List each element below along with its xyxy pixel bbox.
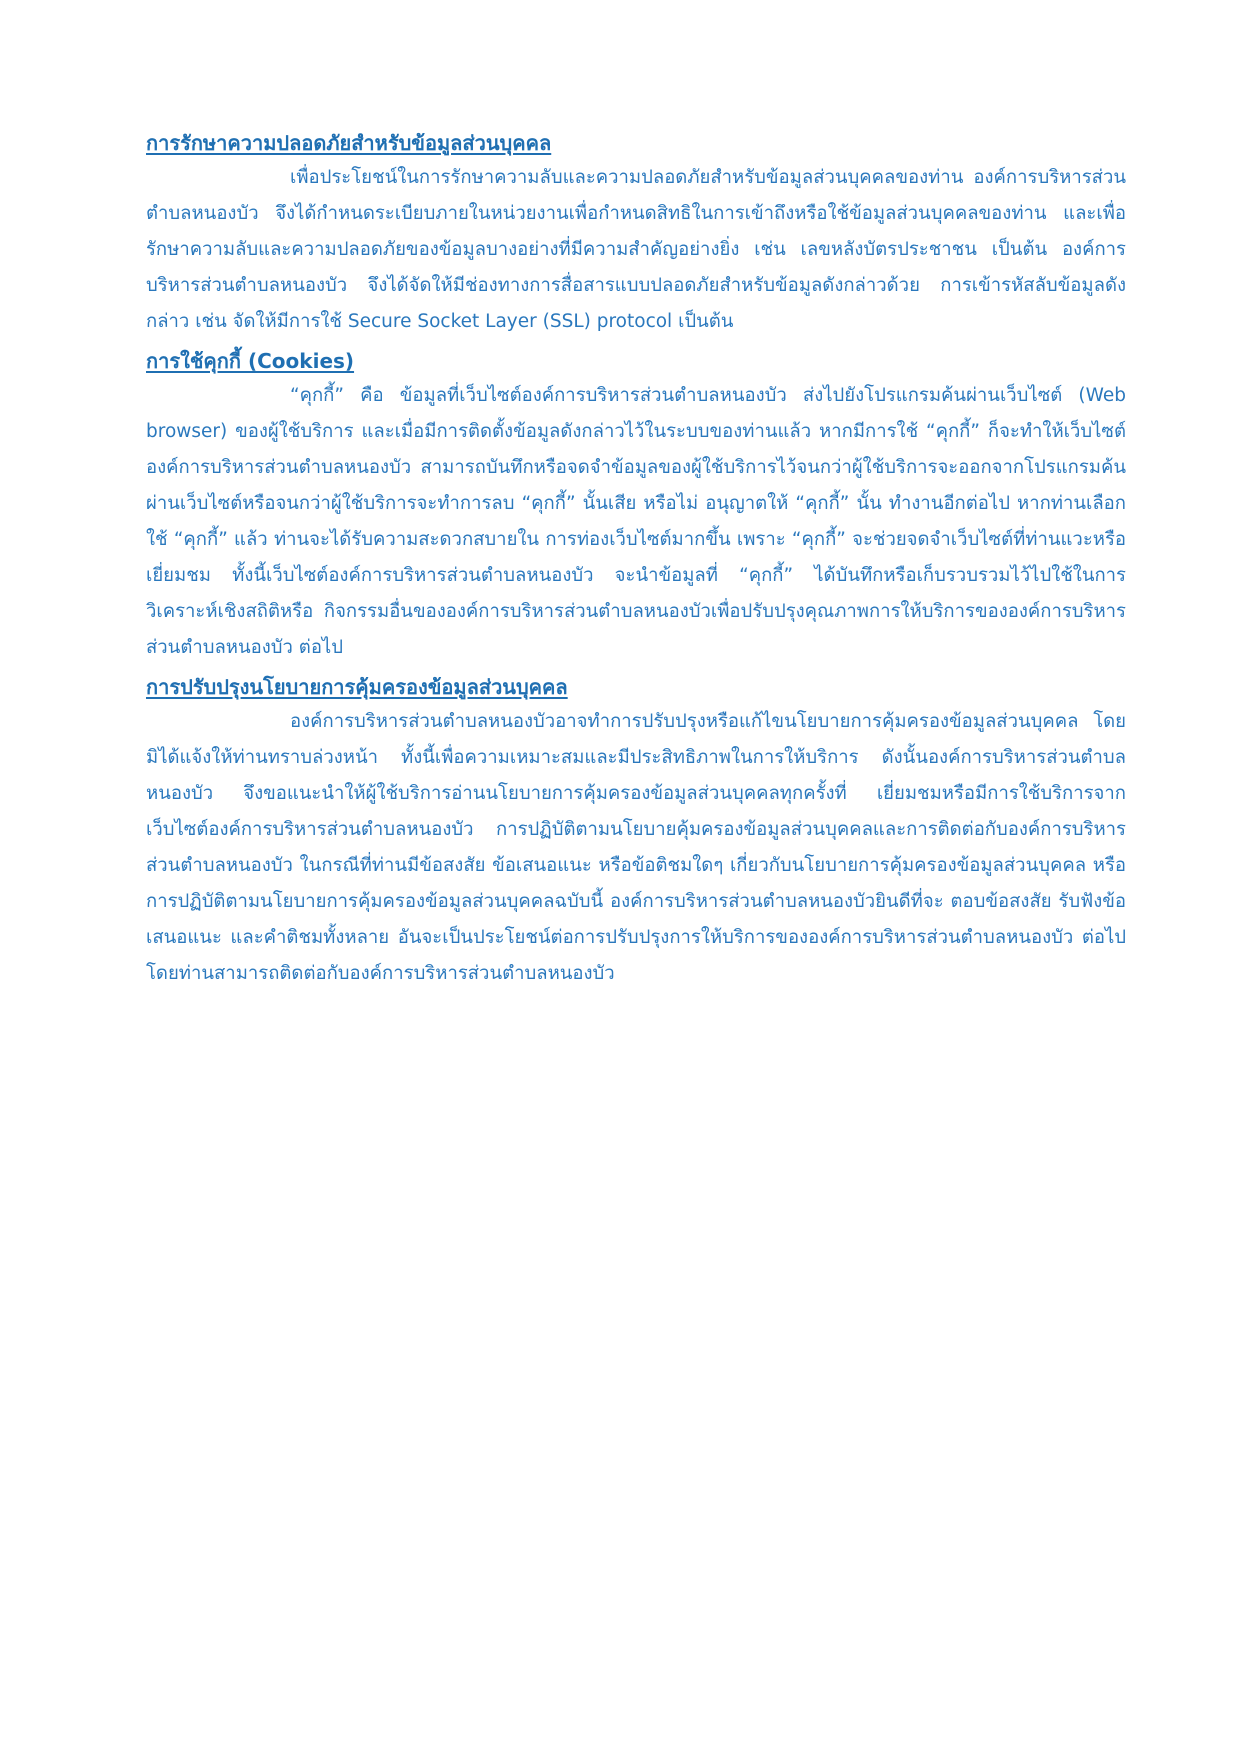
section-cookies	[146, 344, 1126, 666]
section-heading: การใช้คุกกี้ (Cookies)	[146, 349, 355, 373]
section-paragraph: องค์การบริหารส่วนตำบลหนองบัวอาจทำการปรับปรุงหรือแก้ไขนโยบายการคุ้มครองข้อมูลส่วนบุคคล โดยมิได้แจ้งให้ท่านทราบล่วงหน้า ทั้งนี้เพื่อความเหมาะสมและมีประสิทธิภาพในการให้บริการ ดังนั้นองค์การบริหารส่วนตำบลหนองบัว จึงขอแนะนำให้ผู้ใช้บริการอ่านนโยบายการคุ้มครองข้อมูลส่วนบุคคลทุกครั้งที่ เยี่ยมชมหรือมีการใช้บริการจากเว็บไซต์องค์การบริหารส่วนตำบลหนองบัว การปฏิบัติตามนโยบายคุ้มครองข้อมูลส่วนบุคคลและการติดต่อกับองค์การบริหารส่วนตำบลหนองบัว ในกรณีที่ท่านมีข้อสงสัย ข้อเสนอแนะ หรือข้อติชมใดๆ เกี่ยวกับนโยบายการคุ้มครองข้อมูลส่วนบุคคล หรือการปฏิบัติตามนโยบายการคุ้มครองข้อมูลส่วนบุคคลฉบับนี้ องค์การบริหารส่วนตำบลหนองบัวยินดีที่จะ ตอบข้อสงสัย รับฟังข้อเสนอแนะ และคำติชมทั้งหลาย อันจะเป็นประโยชน์ต่อการปรับปรุงการให้บริการขององค์การบริหารส่วนตำบลหนองบัว ต่อไป โดยท่านสามารถติดต่อกับองค์การบริหารส่วนตำบลหนองบัว	[146, 711, 1126, 984]
section-data-security	[146, 126, 1126, 340]
section-paragraph: เพื่อประโยชน์ในการรักษาความลับและความปลอดภัยสำหรับข้อมูลส่วนบุคคลของท่าน องค์การบริหารส่วนตำบลหนองบัว จึงได้กำหนดระเบียบภายในหน่วยงานเพื่อกำหนดสิทธิในการเข้าถึงหรือใช้ข้อมูลส่วนบุคคลของท่าน และเพื่อรักษาความลับและความปลอดภัยของข้อมูลบางอย่างที่มีความสำคัญอย่างยิ่ง เช่น เลขหลังบัตรประชาชน เป็นต้น องค์การบริหารส่วนตำบลหนองบัว จึงได้จัดให้มีช่องทางการสื่อสารแบบปลอดภัยสำหรับข้อมูลดังกล่าวด้วย การเข้ารหัสลับข้อมูลดังกล่าว เช่น จัดให้มีการใช้ Secure Socket Layer (SSL) protocol เป็นต้น	[146, 167, 1126, 332]
section-paragraph: “คุกกี้” คือ ข้อมูลที่เว็บไซต์องค์การบริหารส่วนตำบลหนองบัว ส่งไปยังโปรแกรมค้นผ่านเว็บไซต์ (Web browser) ของผู้ใช้บริการ และเมื่อมีการติดตั้งข้อมูลดังกล่าวไว้ในระบบของท่านแล้ว หากมีการใช้ “คุกกี้” ก็จะทำให้เว็บไซต์องค์การบริหารส่วนตำบลหนองบัว สามารถบันทึกหรือจดจำข้อมูลของผู้ใช้บริการไว้จนกว่าผู้ใช้บริการจะออกจากโปรแกรมค้นผ่านเว็บไซต์หรือจนกว่าผู้ใช้บริการจะทำการลบ “คุกกี้” นั้นเสีย หรือไม่ อนุญาตให้ “คุกกี้” นั้น ทำงานอีกต่อไป หากท่านเลือกใช้ “คุกกี้” แล้ว ท่านจะได้รับความสะดวกสบายใน การท่องเว็บไซต์มากขึ้น เพราะ “คุกกี้” จะช่วยจดจำเว็บไซต์ที่ท่านแวะหรือเยี่ยมชม ทั้งนี้เว็บไซต์องค์การบริหารส่วนตำบลหนองบัว จะนำข้อมูลที่ “คุกกี้” ได้บันทึกหรือเก็บรวบรวมไว้ไปใช้ในการวิเคราะห์เชิงสถิติหรือ กิจกรรมอื่นขององค์การบริหารส่วนตำบลหนองบัวเพื่อปรับปรุงคุณภาพการให้บริการขององค์การบริหารส่วนตำบลหนองบัว ต่อไป	[146, 385, 1126, 658]
document-page	[146, 126, 1126, 992]
section-heading: การรักษาความปลอดภัยสำหรับข้อมูลส่วนบุคคล	[146, 131, 552, 155]
section-policy-updates	[146, 670, 1126, 992]
section-heading: การปรับปรุงนโยบายการคุ้มครองข้อมูลส่วนบุคคล	[146, 675, 568, 699]
